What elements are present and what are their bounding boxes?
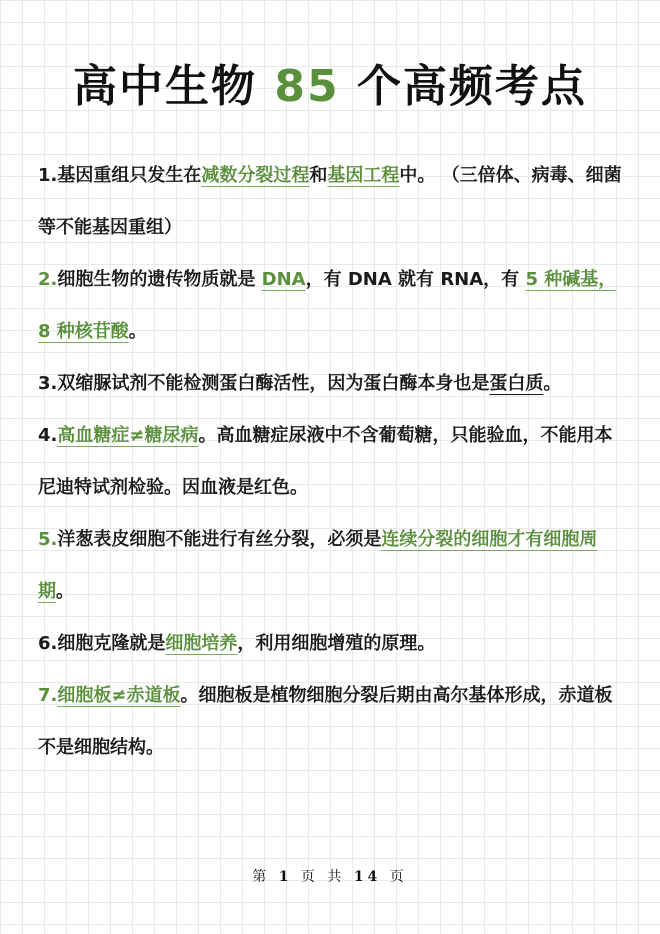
point-2 [38,254,628,358]
title-suffix: 个高频考点 [356,61,587,112]
point-text: 。高血糖症尿液中不含葡萄糖，只能验血，不能用本尼迪特试剂检验。因血液是红色。 [38,425,613,498]
point-number: 2. [38,269,58,290]
highlight-text: 连续分裂的细胞才有细胞周期 [38,529,598,602]
point-4 [38,410,628,514]
highlight-text: DNA [261,269,306,290]
point-text: 双缩脲试剂不能检测蛋白酶活性，因为蛋白酶本身也是 [57,373,490,394]
point-number: 1. [38,165,58,186]
point-text: 基因重组只发生在 [57,165,202,186]
footer-middle: 页 共 [300,869,346,885]
highlight-text: 细胞板≠赤道板 [57,685,181,706]
point-number: 4. [38,425,58,446]
highlight-text: 高血糖症≠糖尿病 [57,425,199,446]
point-text: 。 [128,321,147,342]
title-prefix: 高中生物 [73,61,258,112]
underlined-text: 蛋白质 [489,373,544,394]
total-pages: 14 [353,869,382,885]
point-text: 中。 （三倍体、病毒、细菌等不能基因重组） [38,165,622,238]
point-text: 和 [309,165,328,186]
point-number: 3. [38,373,58,394]
page-footer [0,866,660,886]
highlight-text: 5 种碱基，8 种核苷酸 [38,269,617,342]
point-3 [38,358,628,410]
point-1 [38,150,628,254]
point-text: ，利用细胞增殖的原理。 [237,633,436,654]
point-number: 6. [38,633,58,654]
points-list [38,150,628,774]
point-number: 5. [38,529,58,550]
point-6 [38,618,628,670]
point-text: 细胞克隆就是 [57,633,166,654]
point-5 [38,514,628,618]
point-text: ，有 DNA 就有 RNA，有 [305,269,526,290]
point-text: 。 [543,373,562,394]
page-number: 1 [278,869,293,885]
point-text: 。 [56,581,74,602]
footer-suffix: 页 [389,869,408,885]
point-number: 7. [38,685,58,706]
page-title [0,50,660,114]
title-number: 85 [274,61,340,112]
highlight-text: 基因工程 [327,165,400,186]
point-text: 洋葱表皮细胞不能进行有丝分裂，必须是 [57,529,382,550]
point-text: 。细胞板是植物细胞分裂后期由高尔基体形成，赤道板不是细胞结构。 [38,685,613,758]
highlight-text: 减数分裂过程 [201,165,310,186]
point-text: 细胞生物的遗传物质就是 [57,269,262,290]
point-7 [38,670,628,774]
highlight-text: 细胞培养 [165,633,238,654]
footer-prefix: 第 [252,869,271,885]
